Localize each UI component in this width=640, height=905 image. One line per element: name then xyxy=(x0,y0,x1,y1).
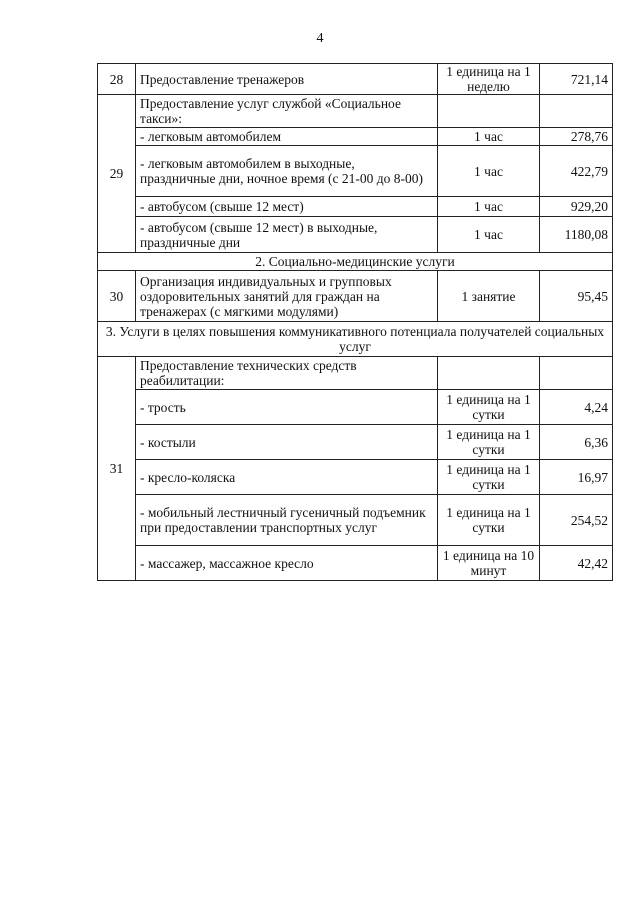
table-row xyxy=(98,495,613,546)
table-row xyxy=(98,95,613,128)
tariff-price: 254,52 xyxy=(540,495,613,546)
tariff-price: 42,42 xyxy=(540,546,613,581)
tariff-price: 95,45 xyxy=(540,271,613,322)
service-item: - автобусом (свыше 12 мест) xyxy=(136,197,438,217)
row-number: 31 xyxy=(98,357,136,581)
service-name: Предоставление услуг службой «Социальное такси»: xyxy=(136,95,438,128)
unit-of-measure xyxy=(438,357,540,390)
section-heading: 3. Услуги в целях повышения коммуникативного потенциала получателей социальных услуг xyxy=(98,322,613,357)
service-item: - легковым автомобилем в выходные, праздничные дни, ночное время (с 21-00 до 8-00) xyxy=(136,146,438,197)
table-row xyxy=(98,271,613,322)
tariff-price: 721,14 xyxy=(540,64,613,95)
table-row xyxy=(98,357,613,390)
unit-of-measure xyxy=(438,95,540,128)
page-number: 4 xyxy=(316,31,324,46)
service-item: - мобильный лестничный гусеничный подъемник при предоставлении транспортных услуг xyxy=(136,495,438,546)
unit-of-measure: 1 единица на 1 неделю xyxy=(438,64,540,95)
service-item: - костыли xyxy=(136,425,438,460)
service-name: Предоставление тренажеров xyxy=(136,64,438,95)
table-row xyxy=(98,128,613,146)
unit-of-measure: 1 занятие xyxy=(438,271,540,322)
table-row xyxy=(98,425,613,460)
table-row xyxy=(98,217,613,253)
unit-of-measure: 1 час xyxy=(438,128,540,146)
unit-of-measure: 1 час xyxy=(438,217,540,253)
service-item: - массажер, массажное кресло xyxy=(136,546,438,581)
table-row xyxy=(98,546,613,581)
tariff-price: 422,79 xyxy=(540,146,613,197)
tariff-price xyxy=(540,95,613,128)
unit-of-measure: 1 час xyxy=(438,197,540,217)
unit-of-measure: 1 единица на 1 сутки xyxy=(438,460,540,495)
tariff-price: 929,20 xyxy=(540,197,613,217)
section-row xyxy=(98,253,613,271)
tariff-price xyxy=(540,357,613,390)
row-number: 30 xyxy=(98,271,136,322)
row-number: 28 xyxy=(98,64,136,95)
service-name: Предоставление технических средств реабилитации: xyxy=(136,357,438,390)
service-name: Организация индивидуальных и групповых оздоровительных занятий для граждан на тренажерах (с мягкими модулями) xyxy=(136,271,438,322)
table-row xyxy=(98,146,613,197)
unit-of-measure: 1 единица на 10 минут xyxy=(438,546,540,581)
tariff-table xyxy=(97,63,613,581)
service-item: - трость xyxy=(136,390,438,425)
service-item: - кресло-коляска xyxy=(136,460,438,495)
unit-of-measure: 1 час xyxy=(438,146,540,197)
tariff-price: 278,76 xyxy=(540,128,613,146)
table-row xyxy=(98,460,613,495)
service-item: - автобусом (свыше 12 мест) в выходные, праздничные дни xyxy=(136,217,438,253)
unit-of-measure: 1 единица на 1 сутки xyxy=(438,390,540,425)
tariff-price: 6,36 xyxy=(540,425,613,460)
table-row xyxy=(98,390,613,425)
unit-of-measure: 1 единица на 1 сутки xyxy=(438,425,540,460)
tariff-price: 4,24 xyxy=(540,390,613,425)
section-heading: 2. Социально-медицинские услуги xyxy=(98,253,613,271)
row-number: 29 xyxy=(98,95,136,253)
section-row xyxy=(98,322,613,357)
tariff-price: 16,97 xyxy=(540,460,613,495)
table-row xyxy=(98,197,613,217)
service-item: - легковым автомобилем xyxy=(136,128,438,146)
table-row xyxy=(98,64,613,95)
tariff-price: 1180,08 xyxy=(540,217,613,253)
unit-of-measure: 1 единица на 1 сутки xyxy=(438,495,540,546)
